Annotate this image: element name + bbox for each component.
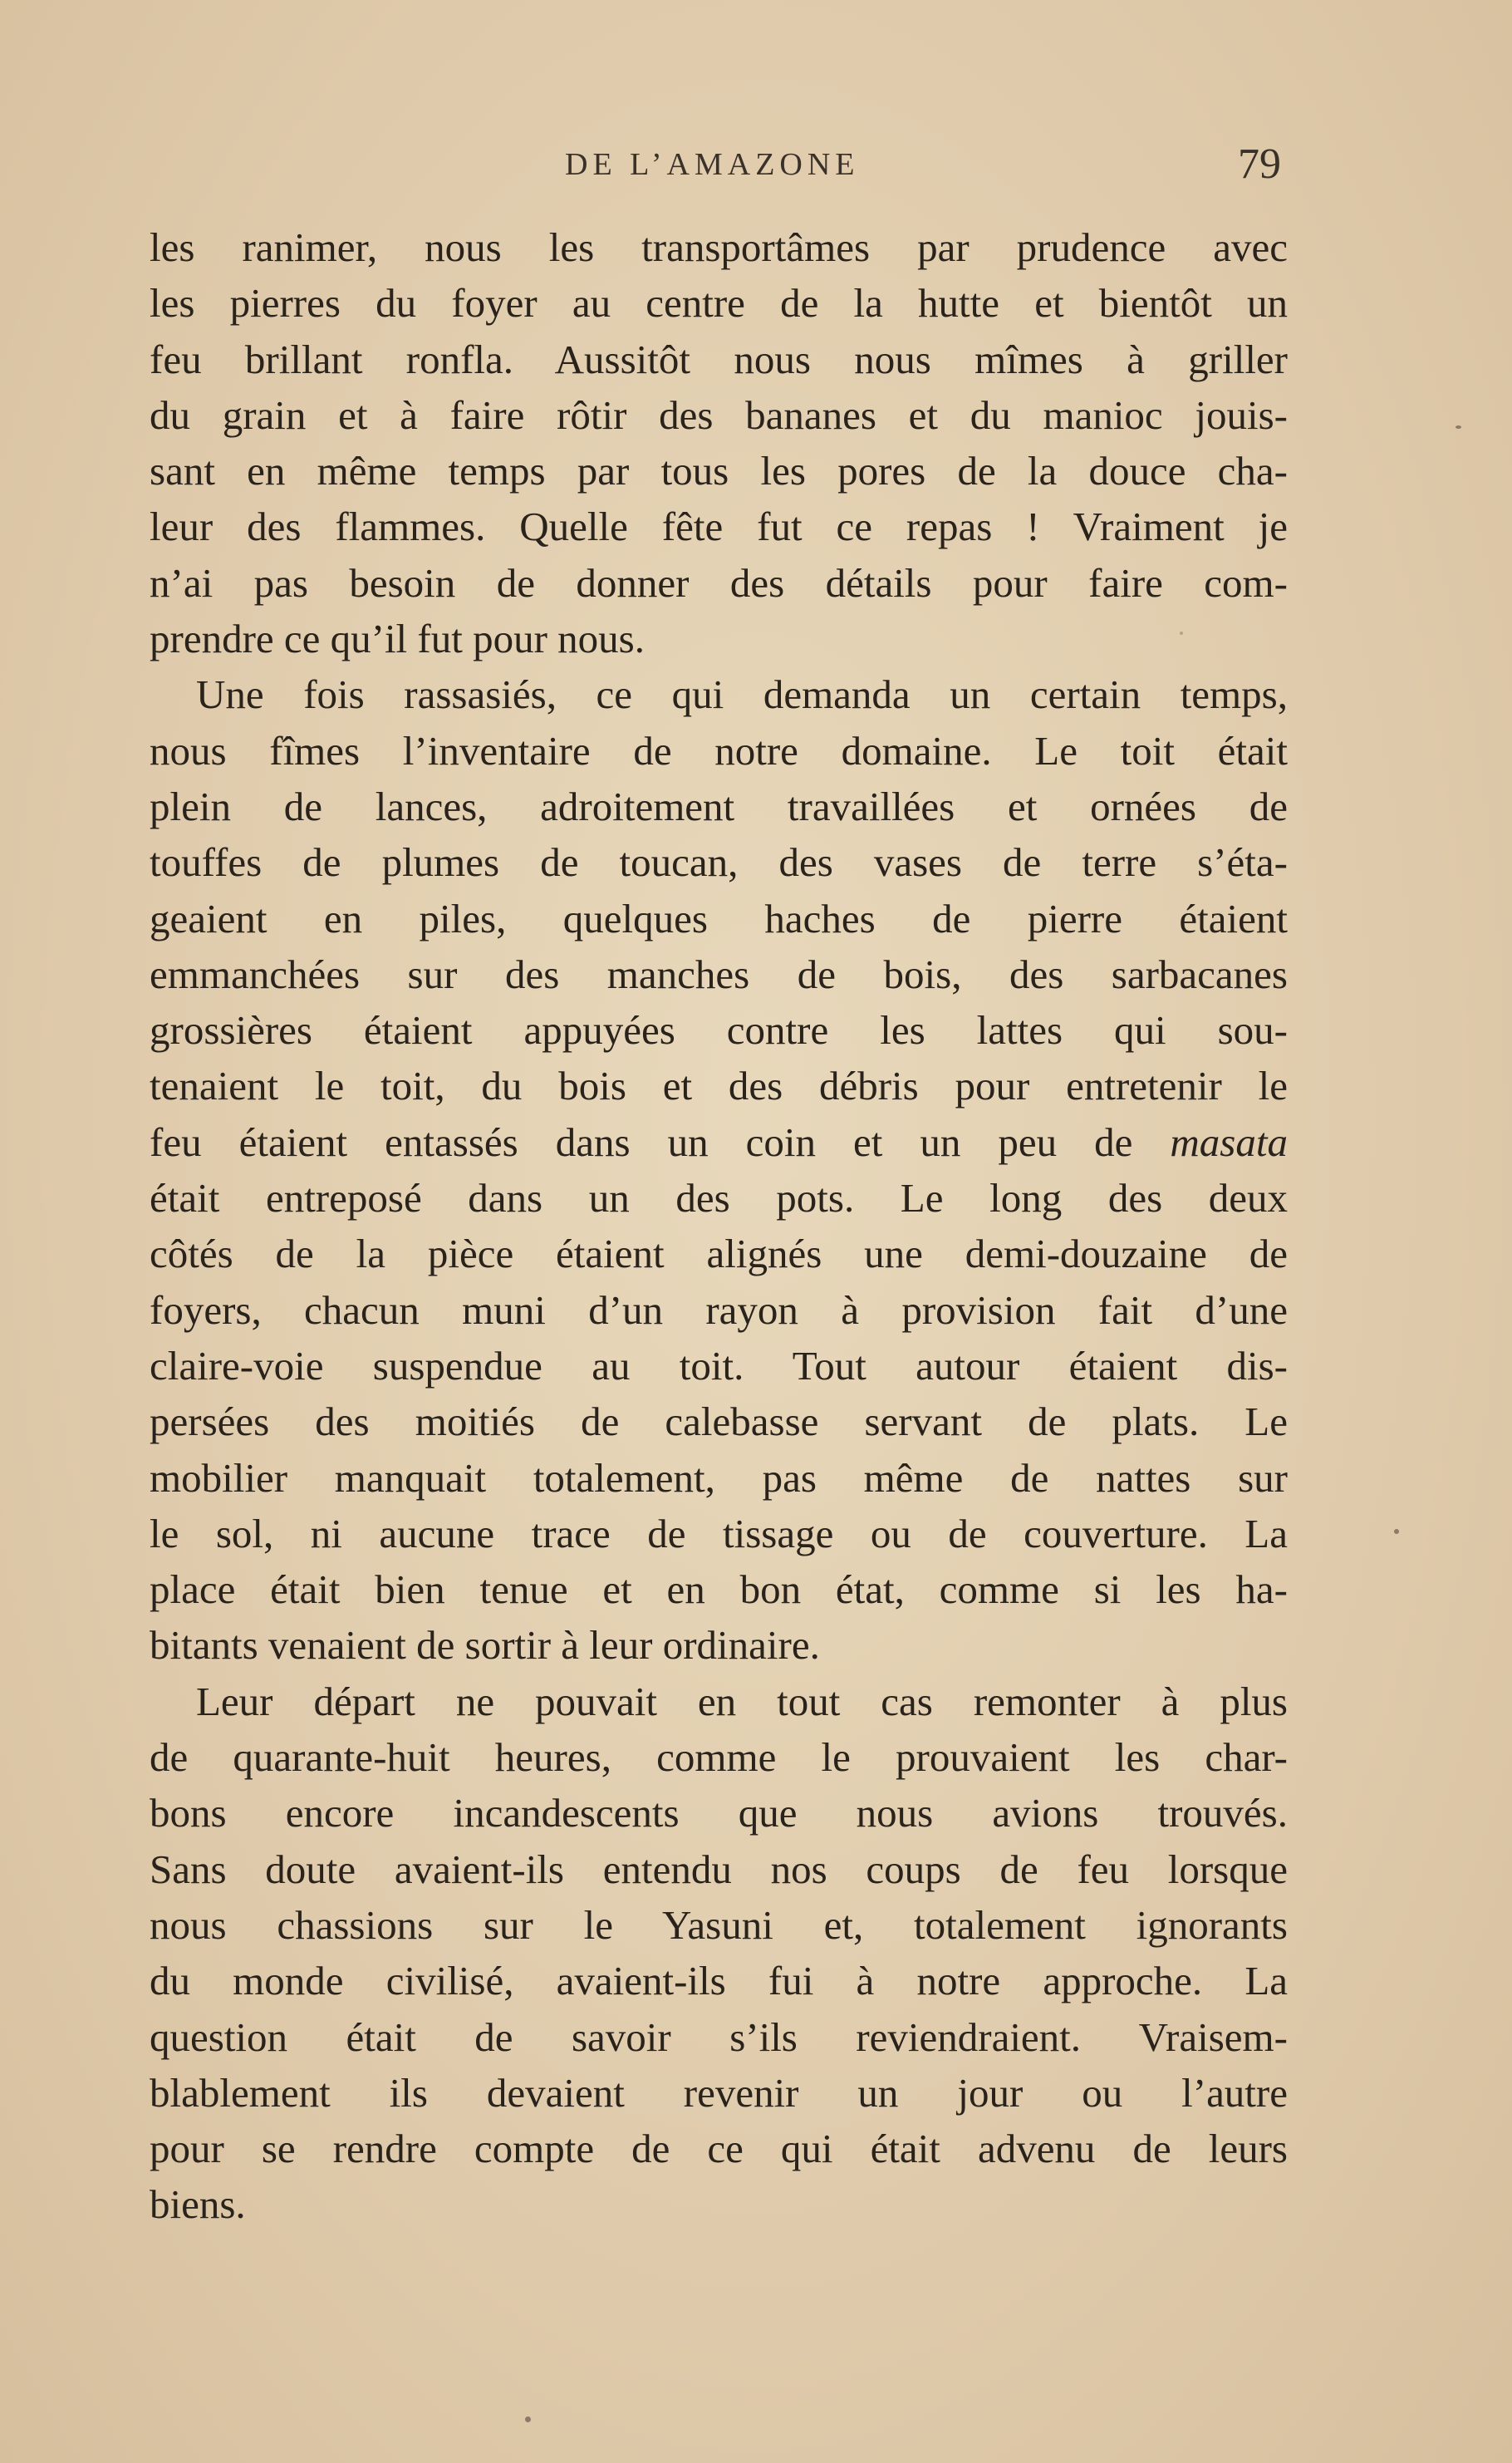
italic-word: masata bbox=[1170, 1118, 1288, 1165]
text-line: Une fois rassasiés, ce qui demanda un certain temps, bbox=[196, 671, 1288, 718]
paper-speck bbox=[525, 2416, 531, 2422]
text-line: leur des flammes. Quelle fête fut ce repas ! Vraiment je bbox=[150, 504, 1288, 550]
text-line: Leur départ ne pouvait en tout cas remonter à plus bbox=[196, 1678, 1288, 1724]
text-line: grossières étaient appuyées contre les lattes qui sou- bbox=[150, 1007, 1288, 1054]
body-text bbox=[150, 219, 1288, 2233]
text-line: nous fîmes l’inventaire de notre domaine. Le toit était bbox=[150, 727, 1288, 774]
text-line: du grain et à faire rôtir des bananes et du manioc jouis- bbox=[150, 391, 1288, 438]
text-line: biens. bbox=[150, 2181, 246, 2228]
text-line: feu étaient entassés dans un coin et un peu de masata bbox=[150, 1118, 1288, 1165]
text-line: tenaient le toit, du bois et des débris pour entretenir le bbox=[150, 1063, 1288, 1109]
text-line: les ranimer, nous les transportâmes par prudence avec bbox=[150, 224, 1288, 270]
running-head bbox=[0, 140, 1512, 189]
page-number: 79 bbox=[1238, 140, 1281, 188]
text-line: nous chassions sur le Yasuni et, totalement ignorants bbox=[150, 1901, 1288, 1948]
text-line: question était de savoir s’ils reviendraient. Vraisem- bbox=[150, 2013, 1288, 2060]
text-line: du monde civilisé, avaient-ils fui à notre approche. La bbox=[150, 1958, 1288, 2004]
text-line: de quarante-huit heures, comme le prouvaient les char- bbox=[150, 1734, 1288, 1781]
text-line: sant en même temps par tous les pores de la douce cha- bbox=[150, 448, 1288, 494]
text-line: pour se rendre compte de ce qui était advenu de leurs bbox=[150, 2126, 1288, 2172]
text-line: geaient en piles, quelques haches de pierre étaient bbox=[150, 895, 1288, 941]
paper-speck bbox=[1180, 632, 1183, 635]
text-line: emmanchées sur des manches de bois, des sarbacanes bbox=[150, 951, 1288, 997]
text-line: les pierres du foyer au centre de la hutte et bientôt un bbox=[150, 280, 1288, 327]
text-line: claire-voie suspendue au toit. Tout autour étaient dis- bbox=[150, 1342, 1288, 1389]
text-line: prendre ce qu’il fut pour nous. bbox=[150, 616, 645, 662]
running-title: DE L’AMAZONE bbox=[565, 147, 860, 182]
text-line: touffes de plumes de toucan, des vases de terre s’éta- bbox=[150, 839, 1288, 886]
text-line: bons encore incandescents que nous avions trouvés. bbox=[150, 1790, 1288, 1836]
text-line: place était bien tenue et en bon état, comme si les ha- bbox=[150, 1566, 1288, 1613]
text-line: feu brillant ronfla. Aussitôt nous nous mîmes à griller bbox=[150, 336, 1288, 382]
text-line: Sans doute avaient-ils entendu nos coups de feu lorsque bbox=[150, 1846, 1288, 1892]
text-line: plein de lances, adroitement travaillées et ornées de bbox=[150, 783, 1288, 829]
text-line: persées des moitiés de calebasse servant de plats. Le bbox=[150, 1399, 1288, 1445]
text-line: blablement ils devaient revenir un jour ou l’autre bbox=[150, 2069, 1288, 2116]
paper-speck bbox=[1456, 425, 1461, 429]
text-line: côtés de la pièce étaient alignés une demi-douzaine de bbox=[150, 1231, 1288, 1277]
text-line: était entreposé dans un des pots. Le long des deux bbox=[150, 1175, 1288, 1222]
text-line: bitants venaient de sortir à leur ordinaire. bbox=[150, 1622, 820, 1669]
paper-speck bbox=[1394, 1529, 1399, 1534]
text-line: n’ai pas besoin de donner des détails pour faire com- bbox=[150, 559, 1288, 606]
text-line: mobilier manquait totalement, pas même de nattes sur bbox=[150, 1454, 1288, 1501]
text-line: le sol, ni aucune trace de tissage ou de couverture. La bbox=[150, 1510, 1288, 1556]
text-line: foyers, chacun muni d’un rayon à provision fait d’une bbox=[150, 1286, 1288, 1333]
